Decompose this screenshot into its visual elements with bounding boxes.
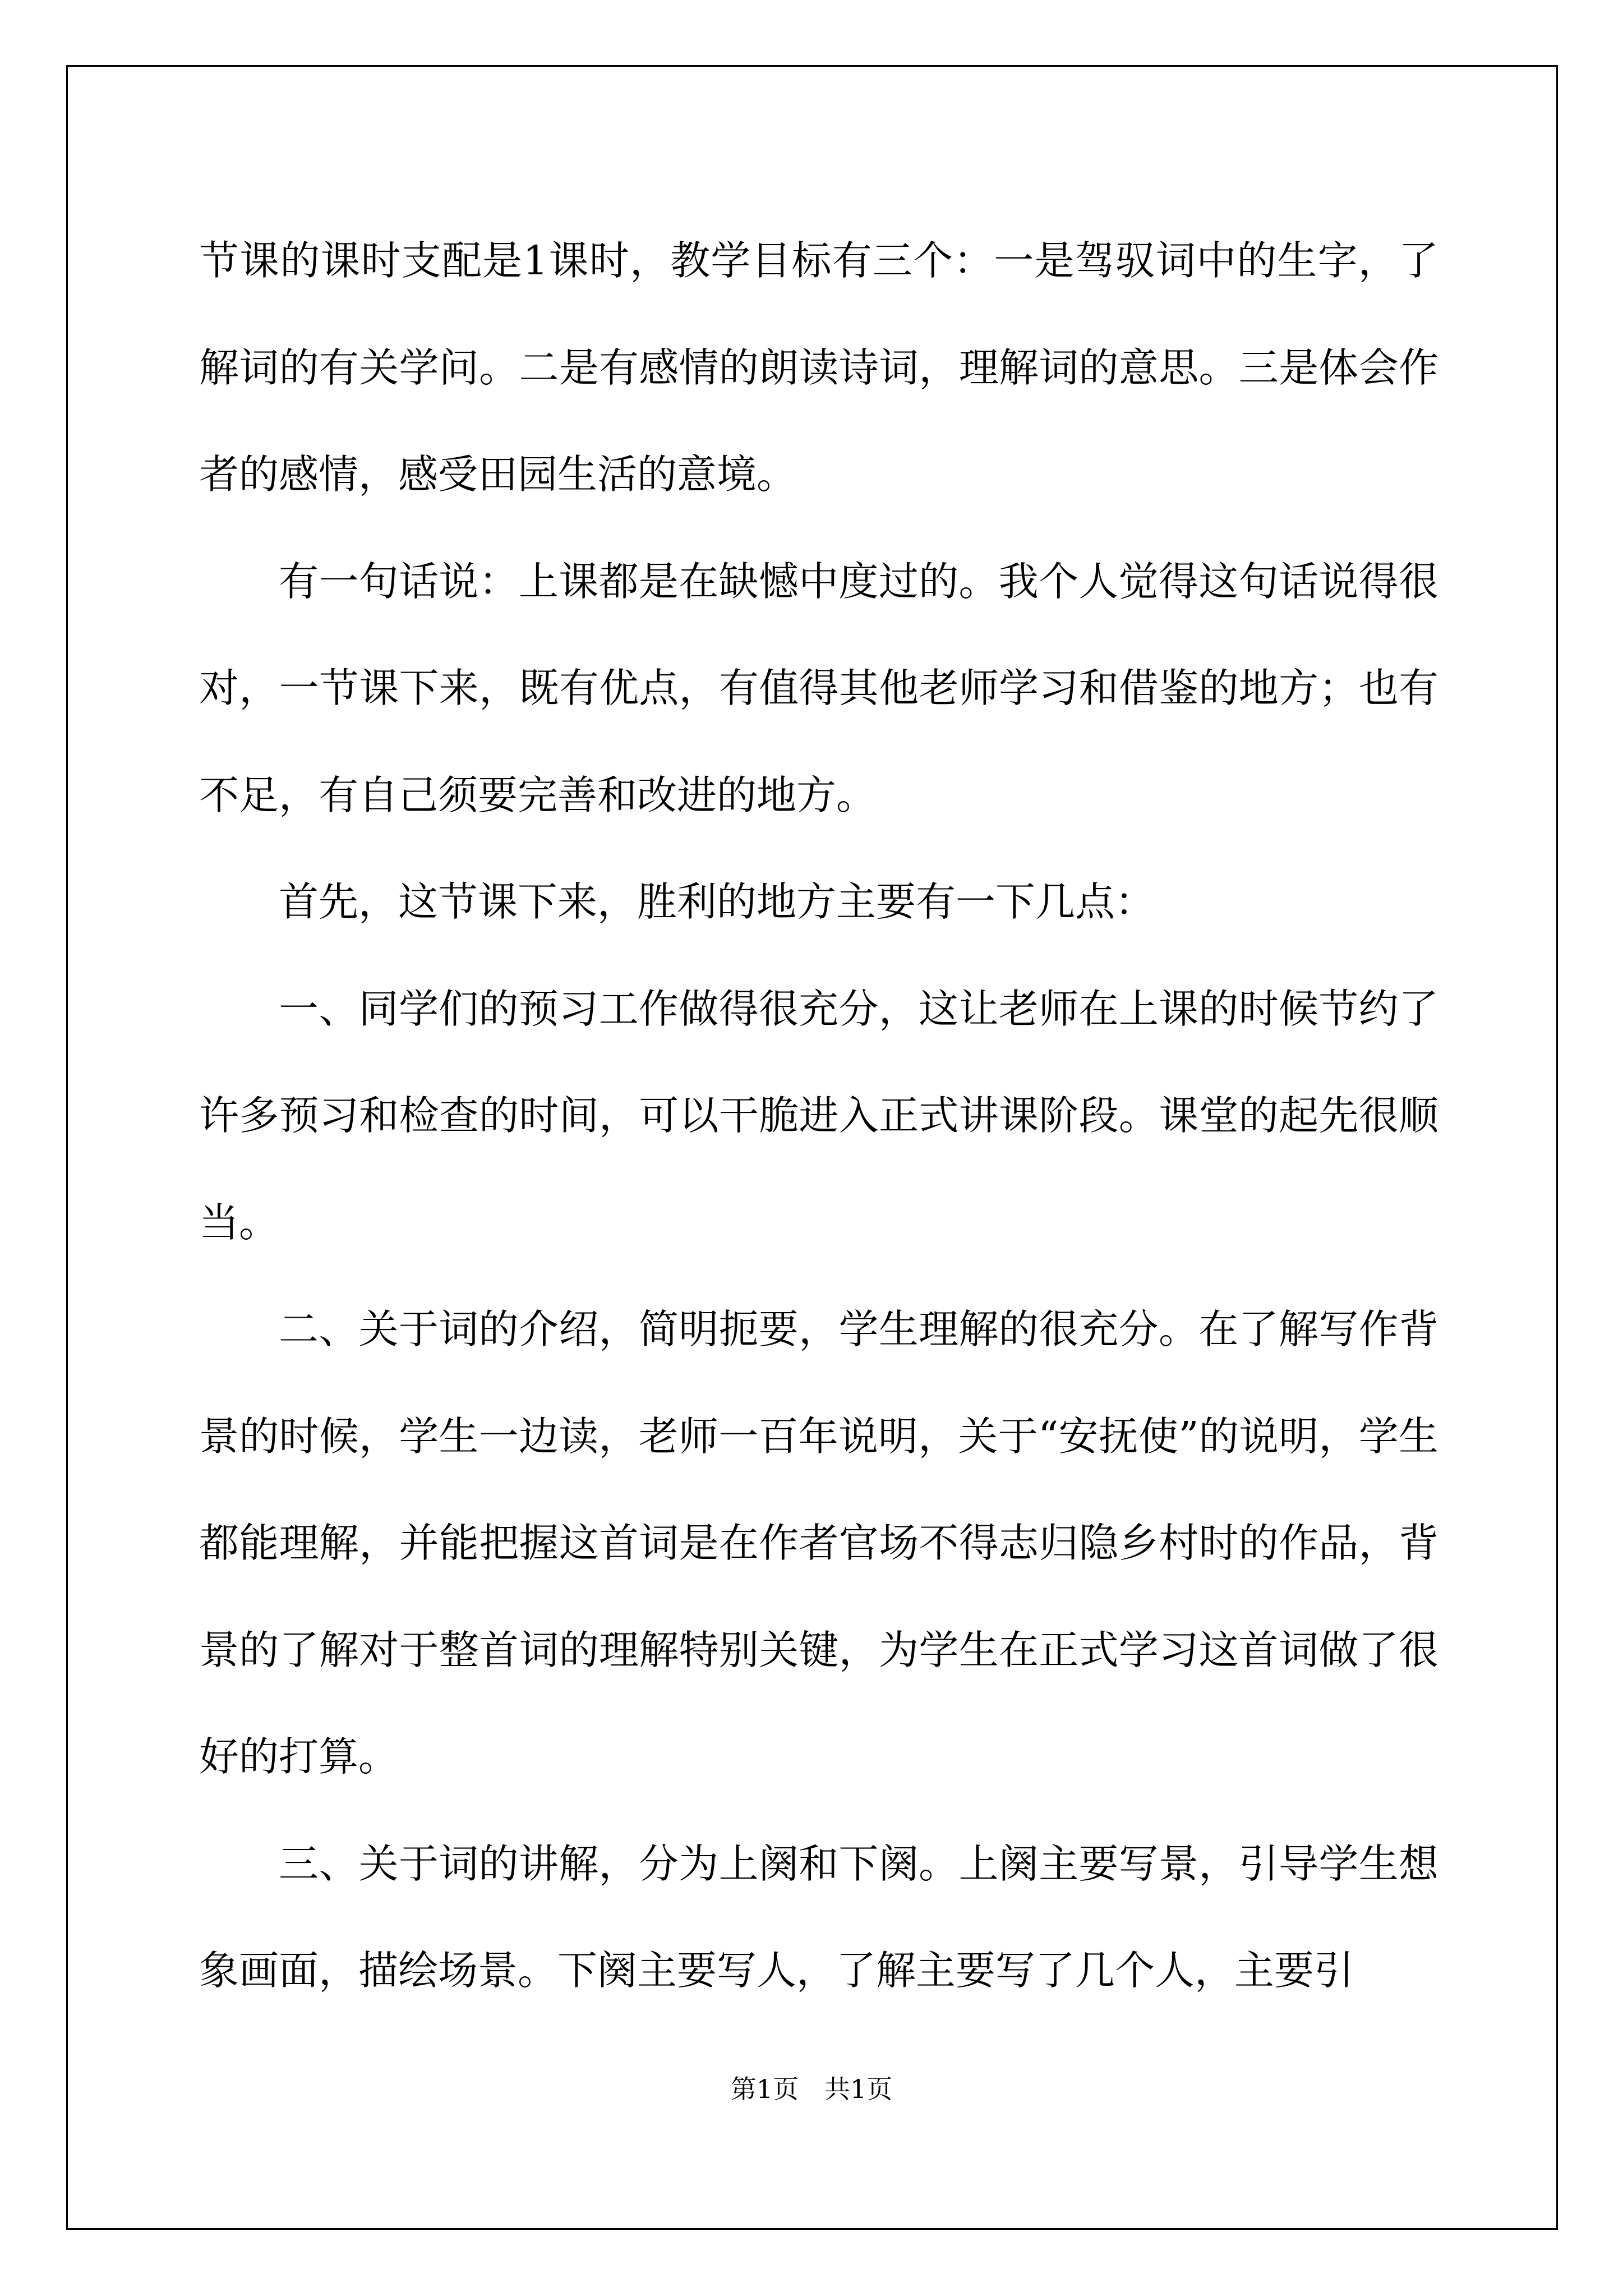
paragraph-1: 节课的课时支配是1课时，教学目标有三个：一是驾驭词中的生字，了解词的有关学问。二是有感情的朗读诗词，理解词的意思。三是体会作者的感情，感受田园生活的意境。 xyxy=(199,237,1438,498)
paragraph-2: 有一句话说：上课都是在缺憾中度过的。我个人觉得这句话说得很对，一节课下来，既有优点，有值得其他老师学习和借鉴的地方；也有不足，有自己须要完善和改进的地方。 xyxy=(199,558,1438,818)
paragraph-5: 二、关于词的介绍，简明扼要，学生理解的很充分。在了解写作背景的时候，学生一边读，老师一百年说明，关于“安抚使”的说明，学生都能理解，并能把握这首词是在作者官场不得志归隐乡村时的作品，背景的了解对于整首词的理解特别关键，为学生在正式学习这首词做了很好的打算。 xyxy=(199,1306,1438,1780)
document-body xyxy=(199,208,1438,2024)
page-footer: 第1页 共1页 xyxy=(730,2074,893,2104)
paragraph-3: 首先，这节课下来，胜利的地方主要有一下几点： xyxy=(279,878,1155,925)
paragraph-4: 一、同学们的预习工作做得很充分，这让老师在上课的时候节约了许多预习和检查的时间，可以干脆进入正式讲课阶段。课堂的起先很顺当。 xyxy=(199,985,1438,1246)
paragraph-6: 三、关于词的讲解，分为上阕和下阕。上阕主要写景，引导学生想象画面，描绘场景。下阕主要写人，了解主要写了几个人，主要引 xyxy=(199,1840,1438,1994)
